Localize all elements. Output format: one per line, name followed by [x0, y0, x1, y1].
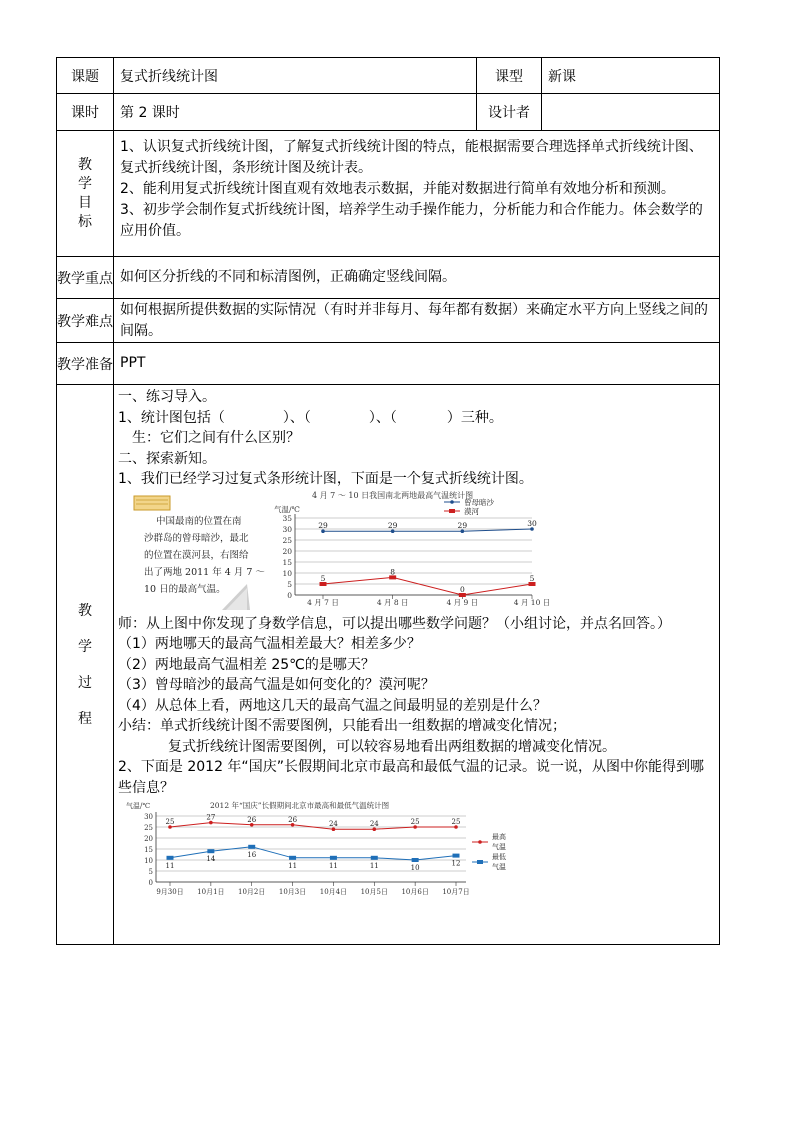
data-point — [248, 845, 255, 849]
explore-heading: 二、探索新知。 — [118, 450, 216, 467]
y-tick-label: 15 — [144, 846, 153, 854]
y-tick-label: 5 — [148, 868, 153, 876]
data-label: 26 — [288, 815, 298, 824]
y-tick-label: 20 — [144, 835, 153, 843]
data-label: 11 — [369, 861, 379, 870]
y-tick-label: 5 — [287, 579, 292, 589]
question-3: （3）曾母暗沙的最高气温是如何变化的？漠河呢？ — [118, 677, 435, 693]
legend-marker — [450, 500, 454, 504]
preparation-text: PPT — [114, 343, 720, 385]
chart-1-block — [122, 490, 551, 612]
type-value: 新课 — [542, 58, 720, 94]
x-tick-label: 4 月 8 日 — [376, 597, 409, 607]
x-tick-label: 10月3日 — [278, 888, 307, 896]
chart-1-svg — [122, 490, 551, 612]
book-note-line: 10 日的最高气温。 — [144, 583, 226, 595]
data-point — [371, 856, 378, 860]
x-tick-label: 10月6日 — [401, 888, 429, 896]
y-tick-label: 25 — [282, 535, 292, 545]
row-preparation — [57, 343, 720, 385]
goal-2: 2、能利用复式折线统计图直观有效地表示数据，并能对数据进行简单有效地分析和预测。 — [120, 181, 675, 197]
data-point — [330, 856, 337, 860]
data-label: 24 — [369, 820, 379, 829]
data-point — [412, 858, 419, 862]
topic-value: 复式折线统计图 — [114, 58, 477, 94]
y-tick-label: 30 — [144, 813, 153, 821]
chart-types-question: 1、统计图包括（ ）、（ ）、（ ）三种。 — [118, 409, 503, 426]
data-point — [453, 854, 460, 858]
data-label: 5 — [529, 573, 535, 583]
chart-title: 4 月 7 ～ 10 日我国南北两地最高气温统计图 — [312, 490, 474, 500]
x-tick-label: 10月1日 — [197, 888, 225, 896]
data-label: 25 — [451, 818, 461, 826]
summary-1: 小结：单式折线统计图不需要图例，只能看出一组数据的增减变化情况； — [118, 718, 566, 734]
legend-label: 最高 — [492, 833, 506, 841]
legend-label: 漠河 — [464, 506, 479, 516]
goal-1: 1、认识复式折线统计图，了解复式折线统计图的特点，能根据需要合理选择单式折线统计图、复式折线统计图，条形统计图及统计表。 — [120, 139, 703, 176]
row-process — [57, 385, 720, 945]
goals-label: 教 学 目 标 — [57, 131, 114, 257]
process-label: 教 学 过 程 — [57, 385, 114, 945]
legend-label: 曾母暗沙 — [464, 497, 494, 507]
topic-label: 课题 — [57, 58, 114, 94]
y-tick-label: 20 — [282, 546, 292, 556]
y-tick-label: 35 — [282, 513, 292, 523]
chart-2-plot — [126, 800, 506, 896]
y-tick-label: 30 — [282, 524, 292, 534]
data-label: 26 — [247, 815, 257, 824]
x-tick-label: 9月30日 — [156, 888, 184, 896]
chart-1-plot — [274, 490, 550, 607]
question-2: （2）两地最高气温相差 25℃的是哪天？ — [118, 656, 375, 673]
summary-2: 复式折线统计图需要图例，可以较容易地看出两组数据的增减变化情况。 — [168, 738, 616, 755]
row-goals — [57, 131, 720, 257]
data-label: 27 — [206, 813, 216, 822]
chart-2-block — [126, 802, 506, 898]
intro-chart-2: 2、下面是 2012 年“国庆”长假期间北京市最高和最低气温的记录。说一说，从图中你能得到哪些信息？ — [118, 759, 704, 796]
book-note-line: 出了两地 2011 年 4 月 7 ～ — [144, 566, 265, 578]
type-label: 课型 — [477, 58, 542, 94]
chart-2-svg — [126, 802, 506, 898]
y-tick-label: 0 — [148, 879, 153, 887]
x-tick-label: 10月2日 — [238, 888, 266, 896]
x-tick-label: 4 月 9 日 — [446, 597, 479, 607]
legend-marker — [449, 509, 455, 513]
legend-marker — [478, 840, 482, 844]
data-label: 11 — [328, 861, 338, 870]
preparation-label: 教学准备 — [57, 343, 114, 385]
lesson-plan-table — [56, 57, 720, 945]
y-tick-label: 10 — [282, 568, 292, 578]
x-tick-label: 4 月 10 日 — [513, 597, 551, 607]
question-1: （1）两地哪天的最高气温相差最大？相差多少？ — [118, 636, 421, 652]
data-label: 29 — [457, 520, 468, 530]
legend-label: 气温 — [492, 863, 506, 871]
chart-title: 2012 年“国庆”长假期间北京市最高和最低气温统计图 — [210, 801, 390, 810]
book-note-line: 的位置在漠河县，右图给 — [144, 549, 249, 561]
data-label: 0 — [459, 584, 465, 594]
y-tick-label: 15 — [282, 557, 292, 567]
data-label: 29 — [318, 520, 328, 530]
data-label: 25 — [165, 818, 175, 826]
row-key-point — [57, 257, 720, 299]
data-label: 30 — [527, 518, 537, 528]
data-label: 10 — [410, 864, 420, 872]
period-label: 课时 — [57, 94, 114, 131]
goal-3: 3、初步学会制作复式折线统计图，培养学生动手操作能力，分析能力和合作能力。体会数学的应用价值。 — [120, 202, 703, 239]
series-line-0 — [323, 529, 532, 531]
data-label: 12 — [451, 859, 461, 868]
intro-chart-1: 1、我们已经学习过复式条形统计图，下面是一个复式折线统计图。 — [118, 471, 533, 487]
warmup-heading: 一、练习导入。 — [118, 389, 216, 405]
series-line-1 — [323, 577, 532, 595]
book-note-line: 沙群岛的曾母暗沙，最北 — [144, 532, 249, 544]
question-4: （4）从总体上看，两地这几天的最高气温之间最明显的差别是什么？ — [118, 697, 547, 714]
process-content — [114, 385, 720, 945]
data-label: 14 — [206, 855, 216, 864]
difficulty-label: 教学难点 — [57, 299, 114, 343]
data-point — [167, 856, 174, 860]
difficulty-text: 如何根据所提供数据的实际情况（有时并非每月、每年都有数据）来确定水平方向上竖线之间的间隔。 — [114, 299, 720, 343]
data-label: 8 — [390, 566, 396, 576]
row-difficulty — [57, 299, 720, 343]
row-topic — [57, 58, 720, 94]
x-tick-label: 10月4日 — [319, 888, 348, 896]
data-point — [207, 849, 214, 853]
legend-marker — [477, 860, 483, 864]
data-label: 5 — [320, 573, 326, 583]
y-tick-label: 0 — [287, 590, 292, 600]
y-axis-label: 气温/℃ — [274, 504, 300, 514]
x-tick-label: 10月7日 — [442, 888, 470, 896]
y-tick-label: 25 — [144, 824, 153, 832]
data-label: 11 — [288, 861, 298, 870]
row-period — [57, 94, 720, 131]
y-axis-label: 气温/℃ — [126, 802, 151, 810]
data-label: 25 — [410, 818, 420, 826]
x-tick-label: 4 月 7 日 — [307, 597, 339, 607]
data-point — [289, 856, 296, 860]
data-label: 16 — [247, 850, 257, 859]
period-value: 第 2 课时 — [114, 94, 477, 131]
key-point-label: 教学重点 — [57, 257, 114, 299]
y-tick-label: 10 — [144, 857, 153, 865]
book-note — [144, 515, 265, 595]
student-question: 生：它们之间有什么区别？ — [132, 430, 300, 446]
teacher-prompt: 师：从上图中你发现了身数学信息，可以提出哪些数学问题？（小组讨论，并点名回答。） — [118, 615, 671, 632]
x-tick-label: 10月5日 — [360, 888, 388, 896]
data-label: 11 — [165, 861, 175, 870]
designer-label: 设计者 — [477, 94, 542, 131]
key-point-text: 如何区分折线的不同和标清图例，正确确定竖线间隔。 — [114, 257, 720, 299]
goals-content — [114, 131, 720, 257]
legend-label: 最低 — [492, 853, 506, 861]
designer-value — [542, 94, 720, 131]
book-note-line: 中国最南的位置在南 — [156, 515, 242, 527]
data-label: 29 — [387, 520, 398, 530]
legend-label: 气温 — [492, 843, 506, 851]
data-label: 24 — [328, 820, 338, 829]
